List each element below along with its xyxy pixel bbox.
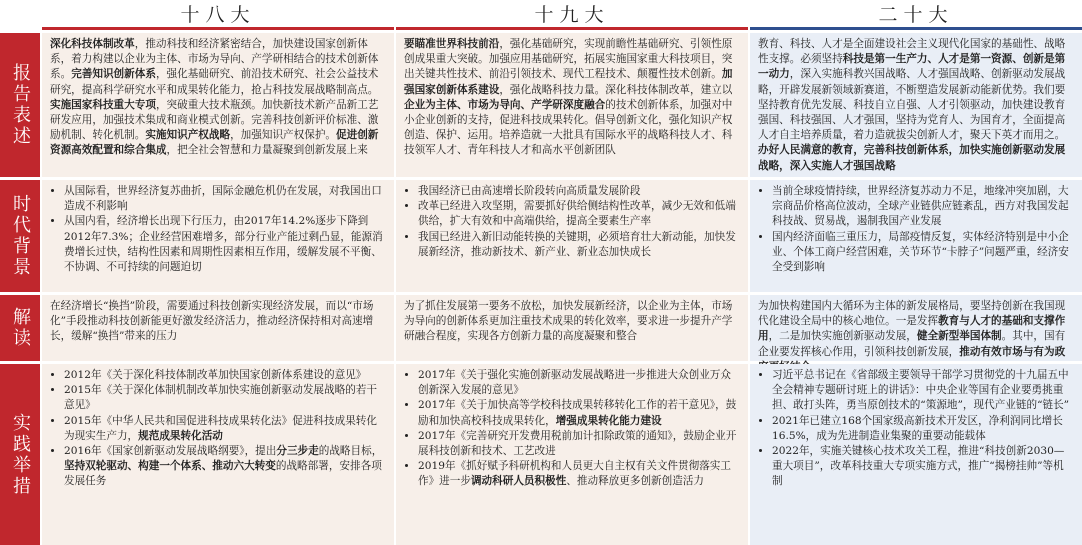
bullet-list — [404, 368, 740, 490]
text-run: 2017年《完善研究开发费用税前加计扣除政策的通知》，鼓励企业开展科技创新和技术、工艺改进 — [418, 429, 737, 458]
practice-18th — [42, 364, 394, 545]
text-run: 2017年《关于加快高等学校科技成果转移转化工作的若干意见》，鼓励和加快高校科技成果转化， — [418, 399, 737, 427]
practice-20th — [750, 364, 1082, 545]
paragraph — [50, 37, 386, 159]
bold-text: 调动科研人员积极性 — [470, 475, 567, 488]
bold-text: 企业为主体、市场为导向、产学研深度融合 — [404, 98, 606, 111]
text-run: 为了抓住发展第一要务不放松，加快发展新经济，以企业为主体，市场为导向的创新体系更加注重技术成果的转化效率，要求进一步提升产学研融合程度，实现各方创新力量的高度凝聚和整合 — [404, 300, 733, 343]
text-run: ，深入实施科教兴国战略、人才强国战略、创新驱动发展战略，开辟发展新领域新赛道，不断塑造发展新动能新优势。我们要坚持教育优先发展、科技自立自强、人才引领驱动，加快建设教育强国、科技强国、人才强国，坚持为党育人、为国育才，全面提高人才自主培养质量，着力造就拔尖创新人才，聚天下英才而用之。 — [758, 68, 1066, 142]
list-item: • 国内经济面临三重压力，局部疫情反复，实体经济特别是中小企业、个体工商户经营困难，关节环节“卡脖子”问题严重，经济安全受到影响 — [772, 230, 1074, 276]
list-item — [418, 429, 740, 459]
text-run: 2017年《关于强化实施创新驱动发展战略进一步推进大众创业万众创新深入发展的意见》 — [418, 369, 731, 397]
text-run: 的战略目标， — [318, 445, 383, 458]
header-19th: 十九大 — [396, 0, 748, 30]
text-run: 教育、科技、人才是全面建设社会主义现代化国家的基础性、战略性支撑。必须坚持 — [758, 38, 1066, 66]
bold-text: 规范成果转化活动 — [138, 429, 223, 442]
text-run: 的战略部署，安排各项发展任务 — [64, 460, 382, 488]
interpret-20th — [750, 295, 1082, 361]
row-label-practice: 实践举措 — [0, 364, 40, 545]
text-run: ，加强知识产权保护。 — [230, 129, 337, 142]
header-20th: 二十大 — [750, 0, 1082, 30]
report-20th — [750, 33, 1082, 177]
paragraph — [758, 37, 1074, 174]
bold-text: 实施国家科技重大专项 — [50, 98, 156, 111]
text-run: 为加快构建国内大循环为主体的新发展格局，要坚持创新在我国现代化建设全局中的核心地位。一是发挥 — [758, 300, 1066, 328]
list-item — [64, 383, 386, 413]
list-item: • 我国经济已由高速增长阶段转向高质量发展阶段 — [418, 184, 740, 199]
text-run: ，把全社会智慧和力量凝聚到创新发展上来 — [166, 144, 368, 157]
interpret-19th — [396, 295, 748, 361]
bold-text: 坚持双轮驱动、构建一个体系、推动六大转变 — [64, 460, 276, 473]
bold-text: 教育与人才的基础和支撑作用 — [758, 315, 1066, 343]
row-label-report: 报告表述 — [0, 33, 40, 177]
list-item — [64, 368, 386, 383]
bold-text: 深化科技体制改革 — [50, 38, 135, 50]
bold-text: 分三步走 — [276, 445, 319, 458]
text-run: ，强化基础研究、前沿技术研究、社会公益技术研究，提高科学研究水平和成果转化能力，抢占科技发展战略制高点。 — [50, 68, 379, 96]
text-run: 2019年《抓好赋予科研机构和人员更大自主权有关文件贯彻落实工作》进一步 — [418, 460, 731, 488]
background-19th — [396, 180, 748, 292]
practice-19th — [396, 364, 748, 545]
list-item — [418, 459, 740, 489]
list-item: • 从国际看，世界经济复苏曲折，国际金融危机仍在发展，对我国出口造成不利影响 — [64, 184, 386, 214]
text-run: ，强化基础研究，实现前瞻性基础研究、引领性原创成果重大突破。加强应用基础研究，拓展实施国家重大科技项目，突出关键共性技术、前沿引领技术、现代工程技术、颠覆性技术创新。 — [404, 38, 733, 81]
text-run: ，二是加快实施创新驱动发展， — [768, 330, 917, 343]
paragraph — [404, 37, 740, 159]
text-run: 、推动释放更多创新创造活力 — [566, 475, 705, 488]
list-item — [772, 444, 1074, 490]
bold-text: 要瞄准世界科技前沿 — [404, 38, 500, 50]
interpret-18th — [42, 295, 394, 361]
text-run: 2021年已建立168个国家级高新技术开发区，净利润同比增长16.5%，成为先进制造业集聚的重要动能载体 — [772, 414, 1063, 442]
corner-blank — [0, 0, 40, 30]
bold-text: 加强国家创新体系建设 — [404, 68, 733, 96]
text-run: 2015年《中华人民共和国促进科技成果转化法》促进科技成果转化为现实生产力， — [64, 414, 377, 442]
bullet-list — [404, 184, 740, 260]
paragraph — [50, 299, 386, 345]
list-item — [64, 414, 386, 444]
text-run: 。其中，国有企业要发挥核心作用，引领科技创新发展， — [758, 330, 1066, 358]
text-run: 2016年《国家创新驱动发展战略纲要》，提出 — [64, 445, 277, 458]
bullet-list — [50, 368, 386, 490]
list-item — [418, 368, 740, 398]
row-label-interpret: 解读 — [0, 295, 40, 361]
bullet-list — [50, 184, 386, 275]
bold-text: 实施知识产权战略 — [145, 129, 231, 142]
list-item: • 我国已经进入新旧动能转换的关键期，必须培育壮大新动能，加快发展新经济，推动新技术、新产业、新业态加快成长 — [418, 230, 740, 260]
list-item: • 从国内看，经济增长出现下行压力，由2017年14.2%逐步下降到2012年7.3%；企业经营困难增多，部分行业产能过剩凸显，能源消费增长过快，结构性因素和周期性因素相互作用，缓解发展不平衡、不协调、不可持续的问题迫切 — [64, 214, 386, 275]
row-label-background: 时代背景 — [0, 180, 40, 292]
list-item: • 当前全球疫情持续，世界经济复苏动力不足，地缘冲突加剧，大宗商品价格高位波动，全球产业链供应链紊乱，西方对我国发起科技战、贸易战，遏制我国产业发展 — [772, 184, 1074, 230]
header-18th: 十八大 — [42, 0, 394, 30]
bold-text: 完善知识创新体系 — [71, 68, 156, 81]
text-run: ，强化战略科技力量。深化科技体制改革，建立以 — [499, 83, 733, 96]
text-run: ，推动科技和经济紧密结合，加快建设国家创新体系，着力构建以企业为主体、市场为导向、产学研相结合的技术创新体系。 — [50, 38, 379, 81]
report-19th — [396, 33, 748, 177]
list-item — [418, 398, 740, 428]
text-run: 2015年《关于深化体制机制改革加快实施创新驱动发展战略的若干意见》 — [64, 384, 377, 412]
text-run: ，突破重大技术瓶颈。加快新技术新产品新工艺研发应用，加强技术集成和商业模式创新。完善科技创新评价标准、激励机制、转化机制。 — [50, 98, 379, 142]
bold-text: 办好人民满意的教育，完善科技创新体系，加快实施创新驱动发展战略，深入实施人才强国战略 — [758, 144, 1066, 172]
text-run: 在经济增长“换挡”阶段，需要通过科技创新实现经济发展，而以“市场化”手段推动科技创新能更好激发经济活力，推动经济保持相对高速增长，缓解“换挡”带来的压力 — [50, 300, 374, 343]
report-18th — [42, 33, 394, 177]
bullet-list — [758, 184, 1074, 275]
bold-text: 科技是第一生产力、人才是第一资源、创新是第一动力 — [758, 53, 1066, 81]
background-18th — [42, 180, 394, 292]
text-run: 的技术创新体系，加强对中小企业创新的支持，促进科技成果转化。倡导创新文化，强化知识产权创造、保护、运用。培养造就一大批具有国际水平的战略科技人才、科技领军人才、青年科技人才和高水平创新团队 — [404, 98, 733, 157]
bullet-list — [758, 368, 1074, 490]
text-run: 2022年，实施关键核心技术攻关工程，推进“科技创新2030—重大项目”，改革科技重大专项实施方式，推广“揭榜挂帅”等机制 — [772, 445, 1065, 488]
text-run: 2012年《关于深化科技体制改革加快国家创新体系建设的意见》 — [64, 369, 367, 381]
bold-text: 健全新型举国体制 — [916, 330, 1002, 343]
list-item — [64, 444, 386, 490]
list-item — [772, 414, 1074, 444]
background-20th — [750, 180, 1082, 292]
list-item — [772, 368, 1074, 414]
text-run: 习近平总书记在《省部级主要领导干部学习贯彻党的十九届五中全会精神专题研讨班上的讲话》：中央企业等国有企业要勇挑重担、敢打头阵，勇当原创技术的“策源地”，现代产业链的“链长” — [772, 369, 1070, 412]
bold-text: 推动有效市场与有为政 — [959, 345, 1066, 358]
bold-text: 促进创新资源高效配置和综合集成 — [50, 129, 379, 157]
list-item: • 改革已经进入攻坚期，需要抓好供给侧结构性改革，减少无效和低端供给，扩大有效和中高端供给，提高全要素生产率 — [418, 199, 740, 229]
paragraph — [404, 299, 740, 345]
bold-text: 增强成果转化能力建设 — [555, 414, 662, 427]
